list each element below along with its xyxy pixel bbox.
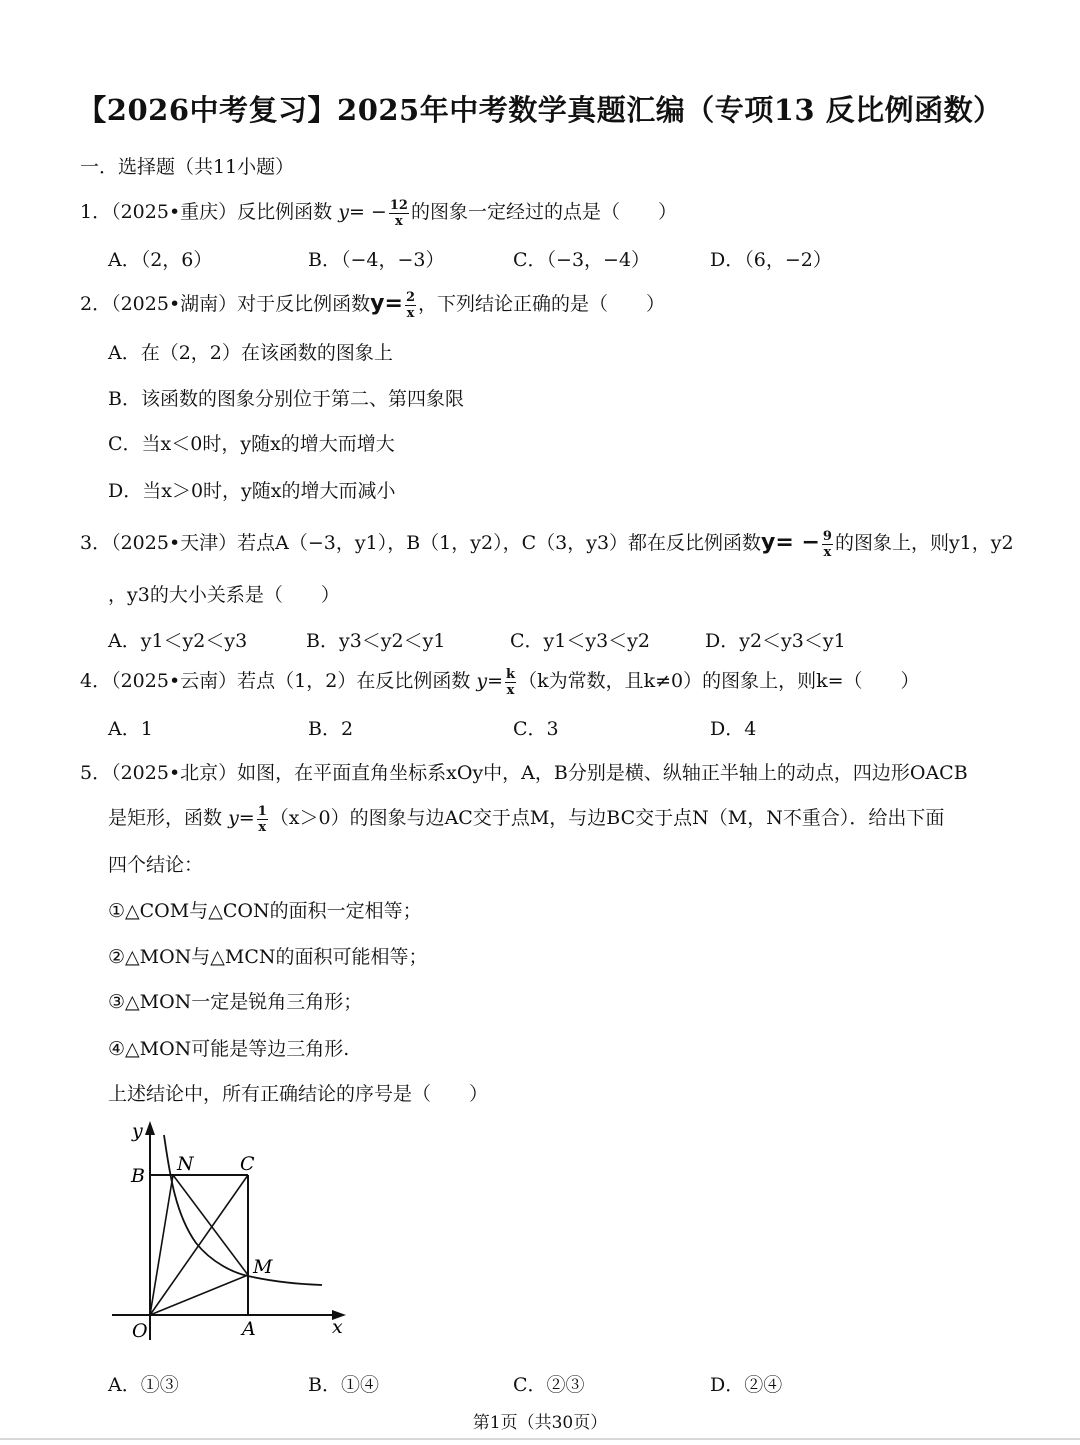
question-text: 若点A（−3，y1），B（1，y2），C（3，y3）都在反比例函数 bbox=[237, 532, 762, 554]
fraction-denominator: x bbox=[506, 682, 515, 698]
fraction-numerator: 12 bbox=[389, 197, 408, 213]
equation-y: y bbox=[338, 201, 349, 223]
option-b: B．（−4，−3） bbox=[308, 249, 445, 271]
option-b: B．2 bbox=[308, 718, 354, 740]
question-text: 对于反比例函数 bbox=[237, 293, 371, 315]
fraction bbox=[257, 805, 268, 834]
option-a: A．（2，6） bbox=[108, 249, 213, 271]
conclusion-1: ①△COM与△CON的面积一定相等； bbox=[108, 900, 422, 922]
option-a: A．①③ bbox=[108, 1374, 179, 1396]
equation-equals: = bbox=[238, 807, 255, 829]
equation-y: y bbox=[370, 291, 385, 316]
fraction-denominator: x bbox=[406, 305, 415, 321]
label-c: C bbox=[240, 1153, 255, 1175]
label-a: A bbox=[242, 1318, 256, 1340]
question-3 bbox=[80, 528, 1014, 559]
question-4 bbox=[80, 666, 920, 697]
fraction-denominator: x bbox=[258, 819, 267, 835]
fraction-numerator: 9 bbox=[822, 528, 832, 544]
question-text-end: ，下列结论正确的是（ ） bbox=[418, 293, 666, 315]
option-c: C．3 bbox=[513, 718, 559, 740]
question-number: 4． bbox=[80, 670, 112, 692]
y-axis-arrow bbox=[145, 1121, 155, 1135]
equation-y: y bbox=[761, 530, 776, 555]
question-text: 若点（1，2）在反比例函数 bbox=[237, 670, 471, 692]
question-text-end: 的图象上，则y1，y2 bbox=[834, 532, 1014, 554]
option-b: B．该函数的图象分别位于第二、第四象限 bbox=[108, 388, 464, 410]
label-n: N bbox=[177, 1153, 194, 1175]
question-source: （2025•湖南） bbox=[111, 293, 238, 315]
fraction-numerator: 1 bbox=[257, 803, 267, 819]
option-c: C．y1＜y3＜y2 bbox=[510, 630, 651, 652]
equation-equals: = bbox=[487, 670, 504, 692]
fraction bbox=[389, 199, 409, 228]
option-b: B．y3＜y2＜y1 bbox=[306, 630, 446, 652]
option-a: A．1 bbox=[108, 718, 153, 740]
question-3-line-2: ，y3的大小关系是（ ） bbox=[108, 584, 340, 606]
label-m: M bbox=[253, 1256, 273, 1278]
option-d: D．y2＜y3＜y1 bbox=[705, 630, 846, 652]
option-d: D．当x＞0时，y随x的增大而减小 bbox=[108, 480, 396, 502]
fraction-numerator: 2 bbox=[405, 289, 415, 305]
fraction bbox=[822, 530, 833, 559]
option-c: C．（−3，−4） bbox=[513, 249, 651, 271]
segment-on bbox=[150, 1175, 173, 1315]
question-source: （2025•云南） bbox=[111, 670, 238, 692]
equation-equals: = − bbox=[348, 201, 387, 223]
equation-equals: = − bbox=[775, 530, 820, 555]
question-text: 如图，在平面直角坐标系xOy中，A，B分别是横、纵轴正半轴上的动点，四边形OACB bbox=[237, 762, 968, 784]
question-text: 反比例函数 bbox=[237, 201, 333, 223]
question-5-ask: 上述结论中，所有正确结论的序号是（ ） bbox=[108, 1083, 489, 1105]
question-1 bbox=[80, 197, 677, 228]
option-a: A．y1＜y2＜y3 bbox=[108, 630, 248, 652]
conclusion-4: ④△MON可能是等边三角形. bbox=[108, 1038, 350, 1060]
question-text-end: （x＞0）的图象与边AC交于点M，与边BC交于点N（M，N不重合）．给出下面 bbox=[269, 807, 945, 829]
coordinate-figure bbox=[100, 1115, 370, 1355]
question-source: （2025•北京） bbox=[111, 762, 238, 784]
conclusion-2: ②△MON与△MCN的面积可能相等； bbox=[108, 946, 428, 968]
question-5 bbox=[80, 758, 968, 785]
option-b: B．①④ bbox=[308, 1374, 379, 1396]
page-footer: 第1页（共30页） bbox=[472, 1413, 608, 1433]
option-d: D．（6，−2） bbox=[710, 249, 832, 271]
fraction-denominator: x bbox=[823, 544, 832, 560]
fraction-denominator: x bbox=[395, 213, 403, 229]
question-2 bbox=[80, 289, 665, 320]
section-heading: 一．选择题（共11小题） bbox=[80, 156, 295, 178]
equation-y: y bbox=[228, 807, 239, 829]
bottom-divider bbox=[0, 1438, 1080, 1440]
equation-y: y bbox=[476, 670, 488, 692]
fraction-numerator: k bbox=[506, 666, 516, 682]
question-source: （2025•天津） bbox=[111, 532, 238, 554]
equation-equals: = bbox=[384, 291, 403, 316]
label-x: x bbox=[332, 1316, 343, 1338]
page-title: 【2026中考复习】2025年中考数学真题汇编（专项13 反比例函数） bbox=[77, 93, 1003, 127]
option-c: C．②③ bbox=[513, 1374, 585, 1396]
fraction bbox=[405, 291, 416, 320]
question-number: 3． bbox=[80, 532, 112, 554]
question-text-end: 的图象一定经过的点是（ ） bbox=[410, 201, 677, 223]
conclusion-3: ③△MON一定是锐角三角形； bbox=[108, 991, 363, 1013]
question-5-line-2 bbox=[108, 803, 944, 834]
question-number: 2． bbox=[80, 293, 112, 315]
segment-oc bbox=[150, 1175, 248, 1315]
question-5-line-3: 四个结论： bbox=[108, 854, 204, 876]
question-source: （2025•重庆） bbox=[111, 201, 238, 223]
question-text-end: （k为常数，且k≠0）的图象上，则k=（ ） bbox=[518, 670, 920, 692]
option-d: D．4 bbox=[710, 718, 757, 740]
question-text: 是矩形，函数 bbox=[108, 807, 223, 829]
option-a: A．在（2，2）在该函数的图象上 bbox=[108, 342, 393, 364]
option-d: D．②④ bbox=[710, 1374, 783, 1396]
question-number: 5． bbox=[80, 762, 112, 784]
label-o: O bbox=[132, 1320, 148, 1342]
label-y: y bbox=[132, 1120, 143, 1142]
fraction bbox=[505, 668, 516, 697]
question-number: 1． bbox=[80, 201, 112, 223]
option-c: C．当x＜0时，y随x的增大而增大 bbox=[108, 433, 395, 455]
label-b: B bbox=[131, 1165, 145, 1187]
